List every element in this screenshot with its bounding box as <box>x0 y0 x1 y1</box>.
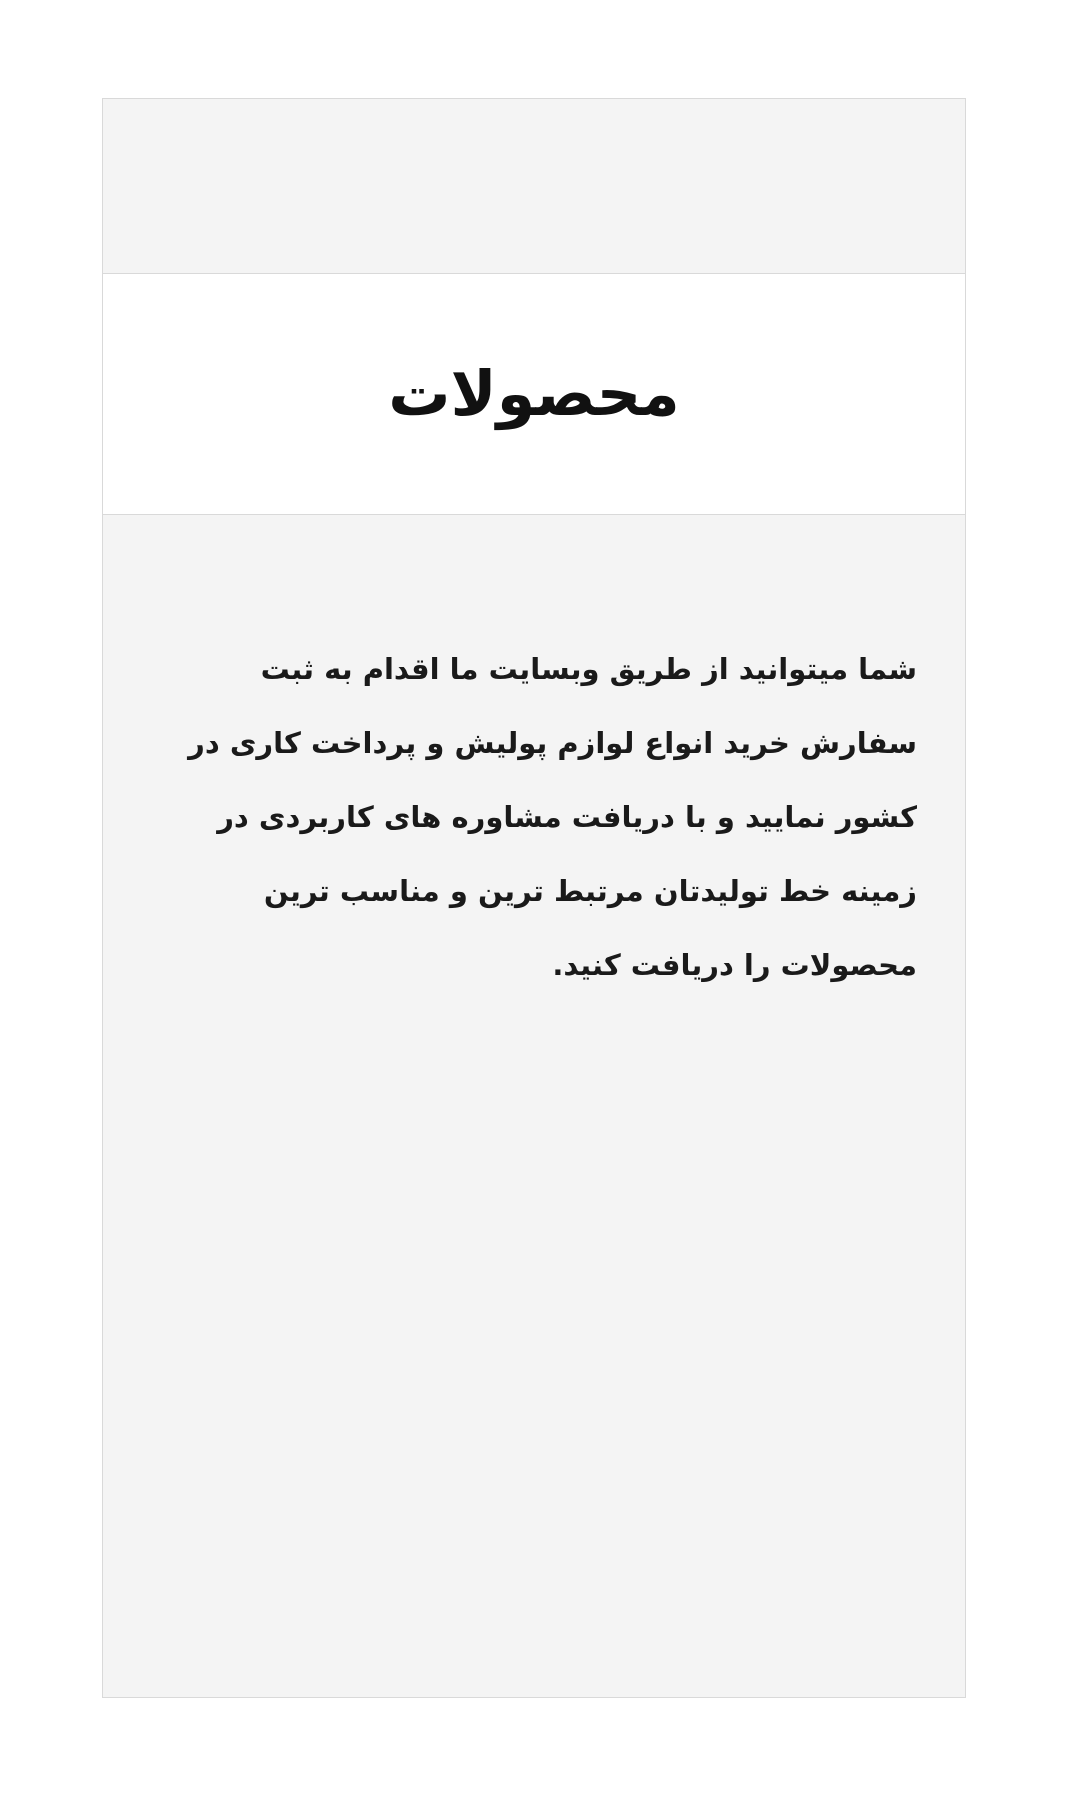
page-title: محصولات <box>388 356 680 430</box>
card-body <box>103 515 965 1697</box>
body-paragraph: شما میتوانید از طریق وبسایت ما اقدام به ثبت سفارش خرید انواع لوازم پولیش و پرداخت کاری در کشور نمایید و با دریافت مشاوره های کاربردی در زمینه خط تولیدتان مرتبط ترین و مناسب ترین محصولات را دریافت کنید. <box>188 652 917 982</box>
card-header-spacer <box>103 99 965 274</box>
page-title-band <box>103 274 965 515</box>
content-card <box>102 98 966 1698</box>
